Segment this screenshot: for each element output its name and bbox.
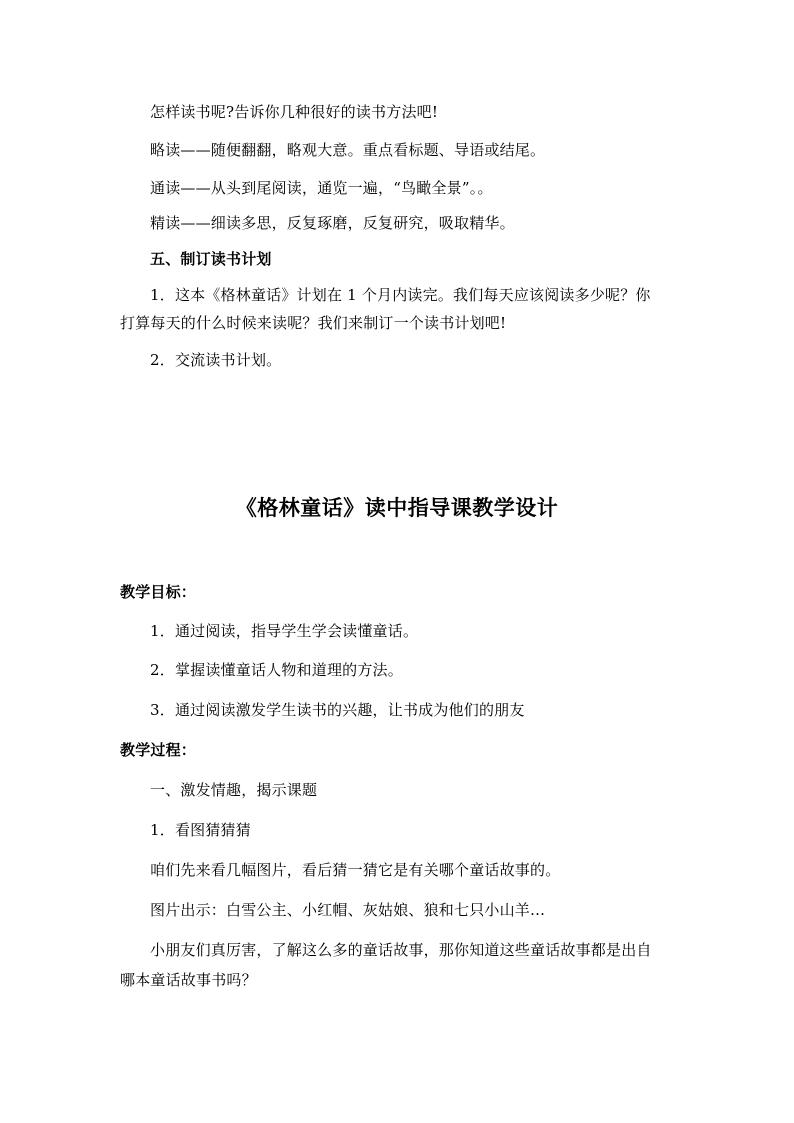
method-skim: 略读——随便翻翻，略观大意。重点看标题、导语或结尾。 — [150, 141, 546, 159]
page-title: 《格林童话》读中指导课教学设计 — [235, 495, 559, 520]
step-1-subheading: 1．看图猜猜猜 — [150, 821, 251, 839]
goal-item-3: 3．通过阅读激发学生读书的兴趣，让书成为他们的朋友 — [150, 701, 525, 719]
goal-item-2: 2．掌握读懂童话人物和道理的方法。 — [150, 661, 403, 679]
method-read-through: 通读——从头到尾阅读，通览一遍，“鸟瞰全景”。。 — [150, 179, 493, 197]
method-intensive: 精读——细读多思，反复琢磨，反复研究，吸取精华。 — [150, 214, 515, 232]
process-heading: 教学过程： — [120, 741, 197, 759]
paragraph-guess-pictures: 咱们先来看几幅图片，看后猜一猜它是有关哪个童话故事的。 — [150, 861, 561, 879]
paragraph-pictures-shown: 图片出示：白雪公主、小红帽、灰姑娘、狼和七只小山羊… — [150, 901, 546, 919]
plan-item-1-line-1: 1．这本《格林童话》计划在 1 个月内读完。我们每天应该阅读多少呢？你 — [150, 286, 651, 304]
reading-methods-intro: 怎样读书呢?告诉你几种很好的读书方法吧! — [150, 103, 439, 121]
paragraph-question-line-1: 小朋友们真厉害，了解这么多的童话故事，那你知道这些童话故事都是出自 — [150, 941, 652, 959]
goal-item-1: 1．通过阅读，指导学生学会读懂童话。 — [150, 622, 419, 640]
step-1-heading: 一、激发情趣，揭示课题 — [150, 781, 318, 799]
section-heading-plan: 五、制订读书计划 — [150, 250, 272, 268]
plan-item-1-line-2: 打算每天的什么时候来读呢？我们来制订一个读书计划吧! — [120, 314, 507, 332]
plan-item-2: 2．交流读书计划。 — [150, 351, 282, 369]
goals-heading: 教学目标： — [120, 583, 197, 601]
paragraph-question-line-2: 哪本童话故事书吗？ — [120, 971, 257, 989]
